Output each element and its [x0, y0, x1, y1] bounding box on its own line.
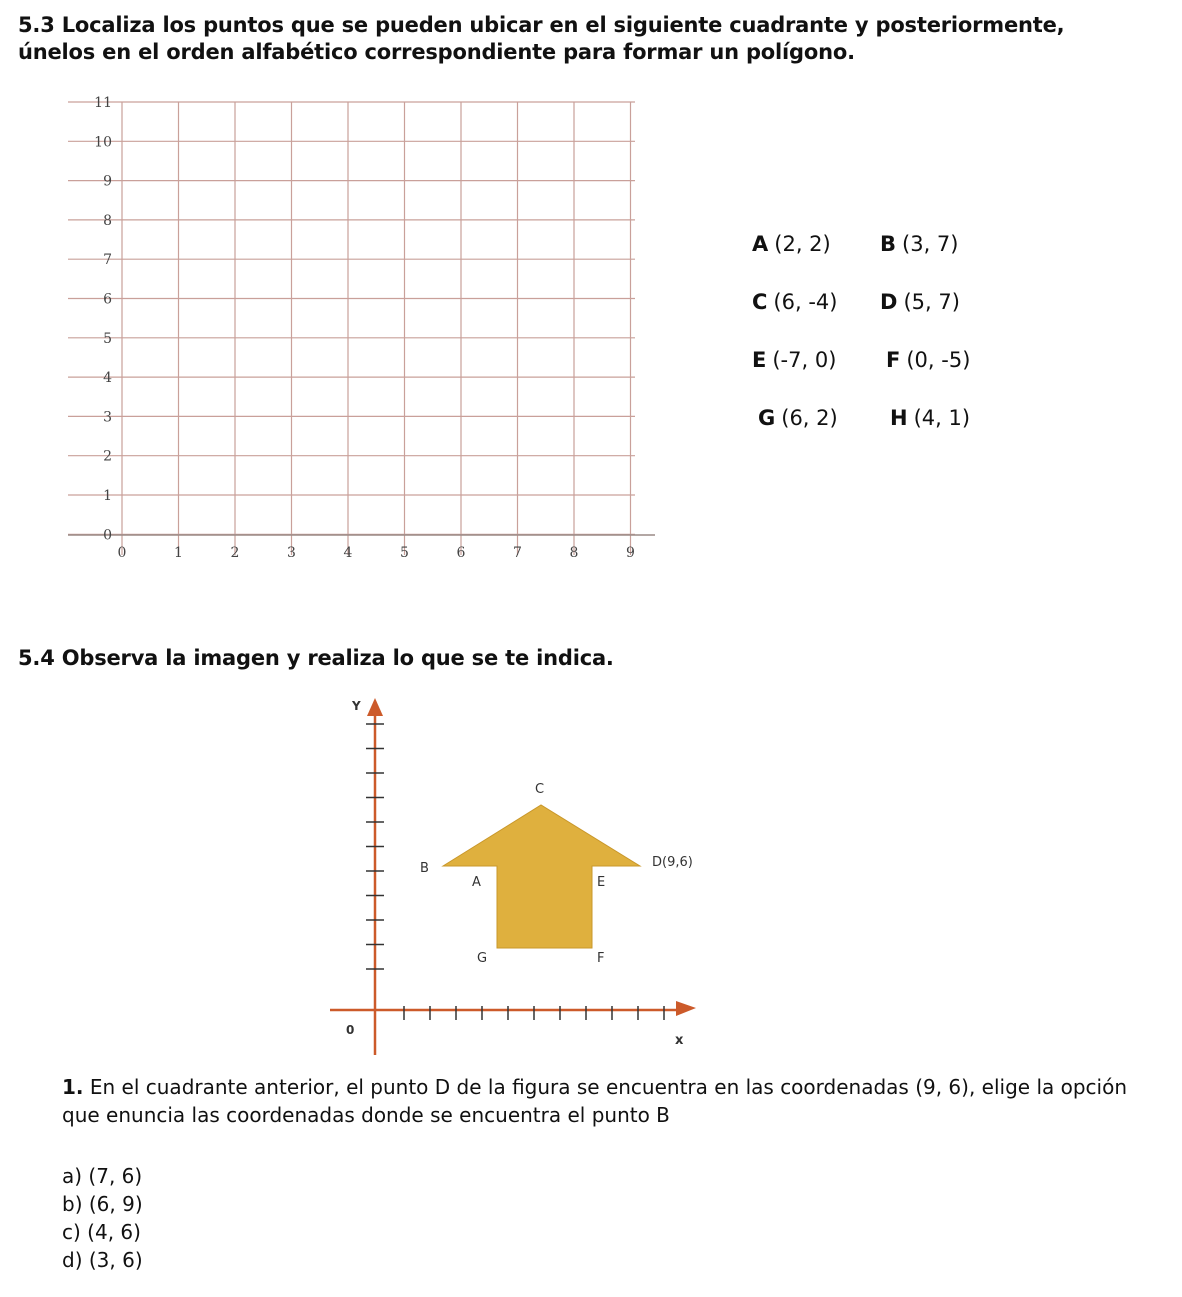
vertex-f-label: F: [597, 951, 605, 966]
question-1: [62, 1073, 1162, 1129]
grid-y-label: 2: [103, 448, 112, 465]
vertex-d-label: D(9,6): [652, 855, 693, 870]
grid-y-label: 7: [103, 252, 112, 269]
y-axis-label: Y: [352, 699, 361, 713]
option-d[interactable]: d) (3, 6): [62, 1248, 143, 1272]
x-axis-label: x: [675, 1033, 684, 1048]
grid-y-label: 10: [94, 134, 112, 151]
grid-y-label: 0: [103, 527, 112, 544]
vertex-b-label: B: [420, 861, 429, 876]
point-c: C (6, -4): [752, 290, 838, 314]
question-number: 1.: [62, 1075, 84, 1099]
grid-y-label: 4: [103, 370, 112, 387]
point-h: H (4, 1): [890, 406, 971, 430]
grid-y-label: 5: [103, 330, 112, 347]
grid-x-label: 9: [626, 545, 635, 561]
point-g: G (6, 2): [758, 406, 838, 430]
grid-y-label: 1: [103, 488, 112, 504]
y-axis-arrowhead: [367, 698, 383, 716]
question-text: En el cuadrante anterior, el punto D de la figura se encuentra en las coordenadas (9, 6), elige la opción que enuncia las coordenadas donde se encuentra el punto B: [62, 1075, 1128, 1127]
grid-x-label: 8: [569, 545, 579, 561]
grid-x-label: 2: [230, 545, 240, 561]
grid-x-label: 7: [513, 545, 522, 561]
grid-x-label: 3: [287, 545, 296, 561]
answer-options: [62, 1162, 143, 1274]
point-f: F (0, -5): [886, 348, 971, 372]
section-5-4-title: 5.4 Observa la imagen y realiza lo que se te indica.: [18, 646, 614, 670]
section-5-3-title: 5.3 Localiza los puntos que se pueden ubicar en el siguiente cuadrante y posteriormente, únelos en el orden alfabético correspondiente para formar un polígono.: [18, 13, 1065, 64]
grid-x-label: 5: [400, 545, 409, 561]
point-d: D (5, 7): [880, 290, 960, 314]
grid-axis-labels: [94, 95, 635, 561]
option-c[interactable]: c) (4, 6): [62, 1220, 141, 1244]
x-axis-arrowhead: [676, 1001, 696, 1016]
grid-y-label: 11: [94, 95, 112, 111]
option-a[interactable]: a) (7, 6): [62, 1164, 143, 1188]
option-b[interactable]: b) (6, 9): [62, 1192, 143, 1216]
grid-x-label: 4: [343, 545, 353, 561]
grid-x-label: 0: [117, 545, 127, 561]
vertex-a-label: A: [472, 875, 481, 890]
grid-y-label: 3: [103, 409, 112, 426]
origin-label: 0: [346, 1023, 355, 1037]
point-e: E (-7, 0): [752, 348, 837, 372]
grid-x-label: 1: [174, 545, 183, 561]
grid-y-label: 6: [103, 291, 112, 308]
grid-x-label: 6: [456, 545, 466, 561]
vertex-e-label: E: [597, 875, 606, 890]
coordinate-grid: [68, 102, 655, 555]
grid-y-label: 9: [103, 173, 112, 190]
point-b: B (3, 7): [880, 232, 959, 256]
point-a: A (2, 2): [752, 232, 831, 256]
grid-y-label: 8: [103, 212, 112, 229]
vertex-g-label: G: [477, 951, 488, 966]
arrow-figure: [330, 698, 696, 1055]
vertex-c-label: C: [535, 782, 545, 797]
x-axis-ticks: [404, 1006, 664, 1020]
